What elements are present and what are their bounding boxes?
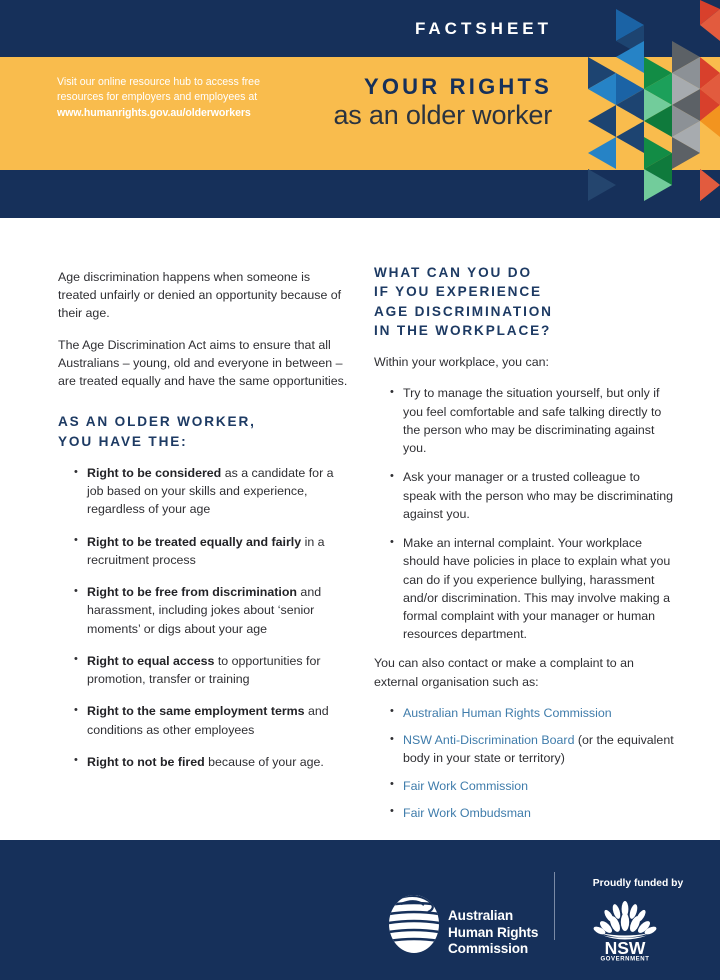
- footer-line-2: resources for employers and employees at: [57, 91, 258, 104]
- link-fair-work-ombudsman[interactable]: Fair Work Ombudsman: [403, 805, 531, 820]
- link-suffix: (or the equivalent body in your state or territory): [403, 733, 674, 766]
- link-fair-work-commission[interactable]: Fair Work Commission: [403, 778, 529, 793]
- link-australian-human-rights-commission[interactable]: Australian Human Rights Commission: [403, 705, 612, 720]
- proudly-funded-by-label: Proudly funded by: [592, 878, 684, 889]
- list-item: [74, 583, 348, 638]
- heading-line-2: IF YOU EXPERIENCE: [374, 284, 542, 300]
- right-label: Right to the same employment terms: [87, 704, 305, 719]
- intro-paragraph-2: The Age Discrimination Act aims to ensure that all Australians – young, old and everyone in between – are treated equally and have the same opportunities.: [58, 337, 348, 389]
- section-heading-rights-line2: YOU HAVE THE:: [58, 433, 188, 449]
- nsw-wordmark: NSW: [604, 938, 646, 958]
- ahrc-name-line-1: Australian: [448, 908, 513, 923]
- section-heading-what-can-you-do: [374, 263, 674, 340]
- right-detail: to opportunities for promotion, transfer or training: [87, 653, 321, 687]
- right-detail: because of your age.: [204, 754, 324, 769]
- right-label: Right to equal access: [87, 653, 215, 668]
- nsw-government-logo: [590, 896, 660, 962]
- heading-line-4: IN THE WORKPLACE?: [374, 322, 552, 338]
- page-title-primary: YOUR RIGHTS: [364, 74, 552, 99]
- nsw-government-subtext: GOVERNMENT: [600, 956, 650, 962]
- ahrc-wordmark: [448, 908, 538, 958]
- list-item: [74, 702, 348, 738]
- intro-paragraph-1: Age discrimination happens when someone is treated unfairly or denied an opportunity because of their age.: [58, 270, 342, 321]
- right-label: Right to be treated equally and fairly: [87, 534, 302, 549]
- workplace-intro-text: Within your workplace, you can:: [374, 355, 549, 370]
- heading-line-1: WHAT CAN YOU DO: [374, 265, 532, 280]
- footer-url[interactable]: www.humanrights.gov.au/olderworkers: [57, 106, 251, 119]
- list-item: [74, 652, 348, 688]
- list-item[interactable]: [390, 704, 674, 722]
- list-item: [74, 464, 348, 519]
- external-organisations-intro: You can also contact or make a complaint to an external organisation such as:: [374, 656, 634, 689]
- right-label: Right to be free from discrimination: [87, 585, 297, 600]
- footer-divider: [554, 872, 555, 940]
- workplace-actions-list: [390, 384, 674, 643]
- list-item[interactable]: [390, 731, 674, 767]
- section-heading-rights: [58, 412, 348, 451]
- external-organisations-list: [390, 704, 674, 822]
- right-detail: in a recruitment process: [87, 534, 325, 567]
- right-column: [374, 263, 674, 831]
- heading-line-3: AGE DISCRIMINATION: [374, 303, 553, 319]
- factsheet-label: FACTSHEET: [414, 19, 552, 38]
- right-detail: and conditions as other employees: [87, 704, 329, 737]
- list-item[interactable]: [390, 777, 674, 795]
- page-title-secondary: as an older worker: [333, 100, 552, 131]
- link-nsw-anti-discrimination-board[interactable]: NSW Anti-Discrimination Board: [403, 733, 575, 748]
- ahrc-name-line-2: Human Rights: [448, 924, 539, 940]
- list-item: [74, 533, 348, 569]
- globe-icon: [385, 890, 443, 956]
- waratah-icon: [590, 896, 660, 962]
- content-area: [0, 218, 720, 840]
- footer-line-1: Visit our online resource hub to access free: [57, 76, 260, 88]
- list-item[interactable]: [390, 804, 674, 822]
- list-item: • Make an internal complaint. Your workplace should have policies in place to explain what you can do if you experience bullying, harassment and/or discrimination. This may involve making a formal complaint with your manager or human resources department.: [390, 534, 674, 643]
- list-item: • Ask your manager or a trusted colleague to speak with the person who may be discriminating against you.: [390, 468, 674, 523]
- australian-human-rights-commission-logo: [385, 890, 565, 970]
- footer-resource-text: [57, 75, 307, 121]
- right-detail: and harassment, including jokes about ‘senior moments’ or digs about your age: [87, 585, 322, 636]
- list-item: [74, 753, 348, 771]
- ahrc-name-line-3: Commission: [448, 941, 529, 957]
- section-heading-rights-line1: AS AN OLDER WORKER,: [58, 414, 256, 430]
- right-label: Right to be considered: [87, 466, 222, 480]
- right-label: Right to not be fired: [87, 754, 205, 769]
- right-detail: as a candidate for a job based on your skills and experience, regardless of your age: [87, 466, 334, 517]
- left-column: [58, 268, 348, 785]
- rights-list: [74, 464, 348, 771]
- list-item: • Try to manage the situation yourself, but only if you feel comfortable and safe talking directly to the person who may be discriminating against you.: [390, 384, 674, 457]
- header-title-block: [333, 75, 552, 132]
